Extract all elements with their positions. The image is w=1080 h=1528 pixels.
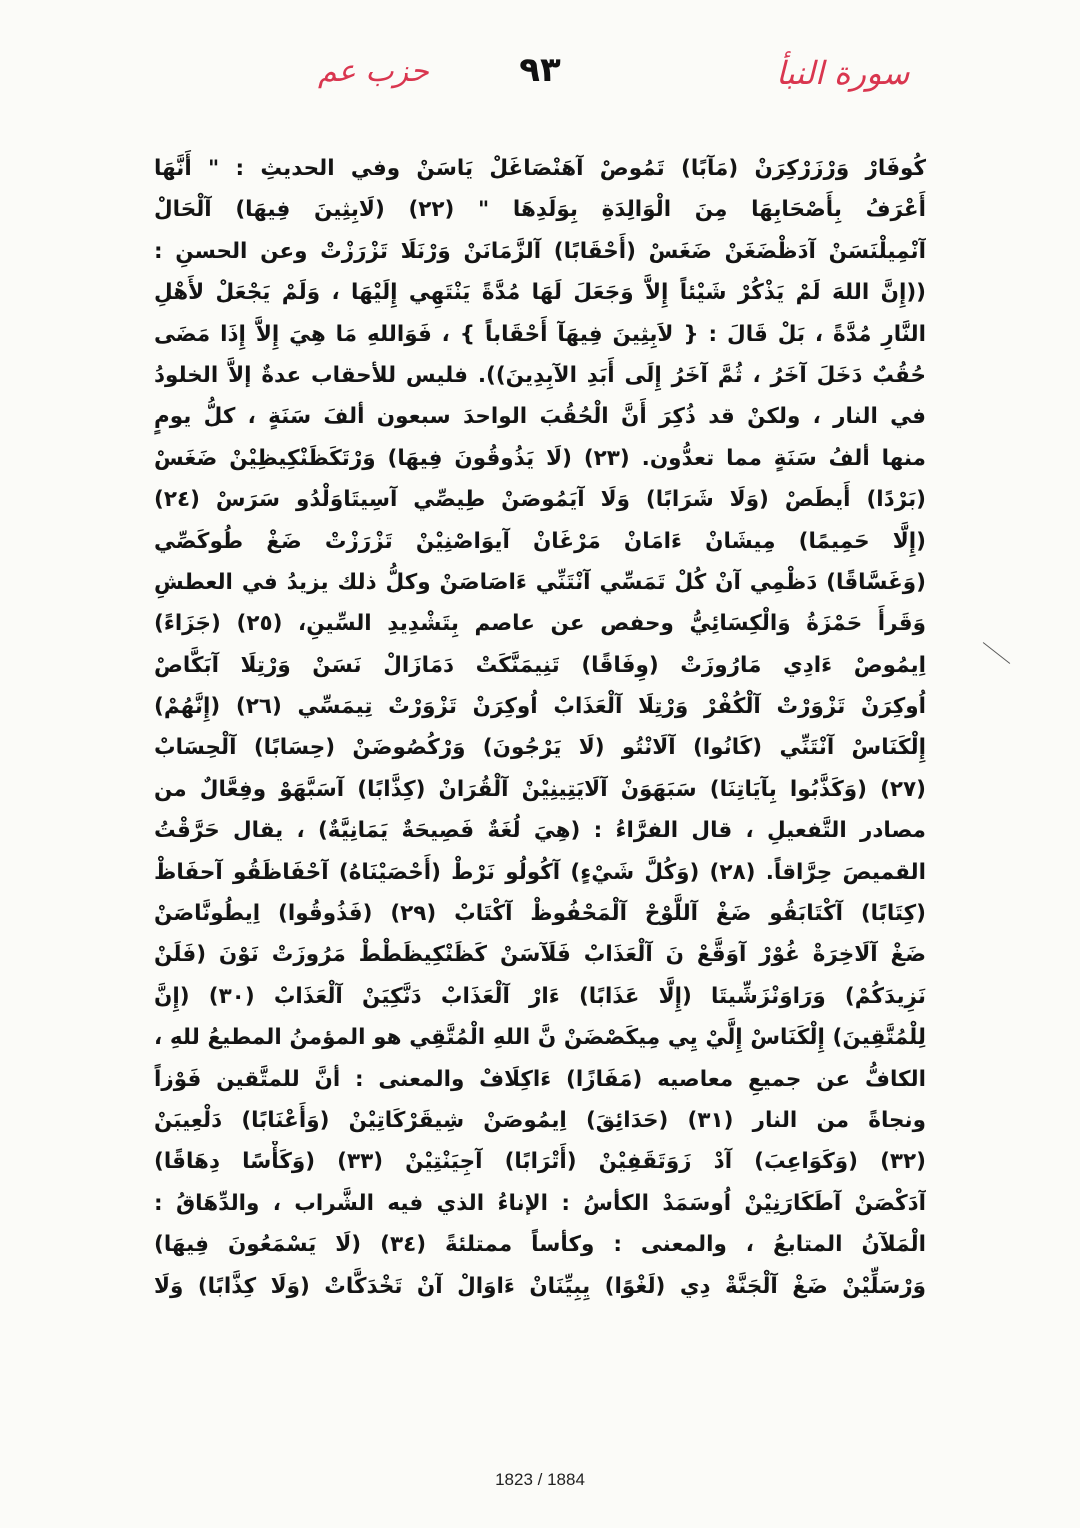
text-line: الكافُّ عن جميعِ معاصيه (مَفَازًا) ءَاكِلَافْ والمعنى : أنَّ للمتَّقين فَوْزاً — [154, 1066, 926, 1092]
text-line: (بَرْدًا) أَيطَصْ (وَلَا شَرَابًا) وَلَا آيَمُوصَنْ طِيصِّي آسِيتَاوَلْدُو سَرَسْ (٢٤) — [154, 487, 926, 513]
text-line: في النار ، ولكنْ قد ذُكِرَ أَنَّ الْحُقُبَ الواحدَ سبعون ألفَ سَنَةٍ ، كلُّ يومٍ — [154, 404, 926, 430]
body-text — [154, 148, 926, 1307]
text-line: اُوكِرَنْ تَزْوَرْتْ آلْكُفْرْ وَرْتِلَا آلْعَذَابْ اُوكِرَنْ تَزْوَرْتْ تِيمَسِّي (٢٦) (إِنَّهُمْ) — [154, 694, 926, 720]
text-line: لِلْمُتَّقِينَ) إِلْكَنَاسْ إِلَّيْ يِي مِيكَصْضَنْ نَّ اللهِ الْمُتَّقِي هو المؤمنُ المطيعُ للهِ ، — [154, 1025, 926, 1051]
text-line: وَرْسَلِّيْنْ ضَغْ آلْجَنَّةْ دِي (لَغْوًا) يِبِيِّنَانْ ءَاوَالْ آنْ تَخْدَكَّاتْ (وَلَا كِذَّابًا) وَلَا — [154, 1273, 926, 1299]
text-line: (٣٢) (وَكَوَاعِبَ) آدْ زَوَتَقَفِيْنْ (أَتْرَابًا) آجِيَنْتِيْنْ (٣٣) (وَكَأْسًا دِهَاقًا) — [154, 1149, 926, 1175]
text-line: القميصَ حِرَّاقاً. (٢٨) (وَكُلَّ شَيْءٍ) آكُولُو نَرْطْ (أَحْصَيْنَاهُ) آحْفَاظَقُو آحفَاظْ — [154, 859, 926, 885]
text-line: أَعْرَفُ بِأَصْحَابِهَا مِنَ الْوَالِدَةِ بِوَلَدِهَا " (٢٢) (لَابِثِينَ فِيهَا) آلْحَالْ — [154, 197, 926, 223]
text-line: اِيمُوصْ ءَادِي مَارُوزَتْ (وِفَاقًا) تَنِيمَنَّكَتْ دَمَازَالْ نَسَنْ وَرْتِلَا آبَكَّاصْ — [154, 652, 926, 678]
text-line: آدَكْصَنْ آطَكَارَنِيْنْ اُوسَمَدْ الكأسُ : الإناءُ الذي فيه الشَّراب ، والدِّهَاقُ : — [154, 1190, 926, 1216]
text-line: (إِلَّا حَمِيمًا) مِيشَانْ ءَامَانْ مَرْغَانْ آيوَاصْنِيْنْ تَزْرَزْتْ ضَغْ طُوكَصِّي — [154, 528, 926, 554]
text-line: نَزِيدَكُمْ) وَرَاوَنْزَشِّيتَا (إِلَّا عَذَابًا) ءَارْ آلْعَذَابْ دَنَّكِيَنْ آلْعَذَابْ (٣٠) (إِنَّ — [154, 983, 926, 1009]
text-line: النَّارِ مُدَّةً ، بَلْ قَالَ : { لاَبِثِينَ فِيهَآ أَحْقَاباً } ، فَوَاللهِ مَا هِيَ إِلاَّ إِذَا مَضَى — [154, 321, 926, 347]
text-line: إِلْكَنَاسْ آنْتَنِّي (كَانُوا) آلَانْتُو (لَا يَرْجُونَ) وَرْكُصُوضَنْ (حِسَابًا) آلْحِسَابْ — [154, 735, 926, 761]
surah-note: سورة النبأ — [776, 54, 910, 92]
margin-pen-mark — [983, 642, 1010, 664]
text-line: (وَغَسَّاقًا) دَظْمِي آنْ كُلْ تَمَسِّي آنْتَنِّي ءَاصَاصَنْ وكلُّ ذلك يزيدُ في العطشِ — [154, 569, 926, 595]
page-number: ٩٣ — [519, 50, 561, 90]
page-counter: 1823 / 1884 — [495, 1470, 585, 1489]
text-line: ((إِنَّ اللهَ لَمْ يَذْكُرْ شَيْئاً إِلاَّ وَجَعَلَ لَهَا مُدَّةً يَنْتَهِي إِلَيْهَا ، وَلَمْ يَجْعَلْ لأَهْلِ — [154, 280, 926, 306]
text-line: حُقُبٌ دَخَلَ آخَرُ ، ثُمَّ آخَرُ إِلَى أَبَدِ الآبِدِينَ)). فليس للأحقاب عدةٌ إلاَّ الخلودُ — [154, 362, 926, 388]
text-line: (كِتَابًا) آكْتَابَقُو ضَغْ آللَّوْحْ آلْمَحْفُوظْ آكْتَابْ (٢٩) (فَذُوقُوا) اِيطُونَّاصَنْ — [154, 901, 926, 927]
hizb-note: حزب عم — [318, 54, 429, 89]
text-line: ضَغْ آلَاخِرَةْ غُوْرْ آوَقَّعْ نَ آلْعَذَابْ فَلَآسَنْ كَظَنْكِيظَطْطْ مَرُوزَتْ نَوْنَ (فَلَنْ — [154, 942, 926, 968]
text-line: كُوفَارْ وَرْزَرْكِرَنْ (مَآبًا) تَمُوصْ آهَنْصَاغَلْ يَاسَنْ وفي الحديثِ : " أَنَّهَا — [154, 156, 926, 181]
text-line: (٢٧) (وَكَذَّبُوا بِآيَاتِنَا) سَبَهَوَنْ آلَايَتِينِيْنْ آلْقُرَانْ (كِذَّابًا) آسَبَّهَوْ وفِعَّالٌ من — [154, 776, 926, 802]
text-line: ونجاةً من النار (٣١) (حَدَائِقَ) اِيمُوصَنْ شِيقَرْكَاتِيْنْ (وَأَعْنَابًا) دَلْعِيبَنْ — [154, 1107, 926, 1133]
text-line: آنْمِيلْنَسَنْ آدَظْضَغَنْ ضَغَسْ (أَحْقَابًا) آلزَّمَانَنْ وَرْنَلَا تَزْرَزْتْ وعن الحسنِ : — [154, 238, 926, 264]
text-line: الْمَلآنُ المتابعُ ، والمعنى : وكأساً ممتلئةً (٣٤) (لَا يَسْمَعُونَ فِيهَا) — [154, 1232, 926, 1258]
text-line: منها ألفُ سَنَةٍ مما تعدُّون. (٢٣) (لَا يَذُوقُونَ فِيهَا) وَرْتَكَظَنْكِيظِيْنْ ضَغَسْ — [154, 445, 926, 471]
text-line: وَقَرأَ حَمْزَةُ وَالْكِسَائِيُّ وحفص عن عاصم بِتَشْدِيدِ السِّينِ، (٢٥) (جَزَاءً) — [154, 611, 926, 637]
text-line: مصادر التَّفعيلِ ، قال الفرَّاءُ : (هِيَ لُغَةٌ فَصِيحَةٌ يَمَانِيَّةٌ) ، يقال حَرَّقْتُ — [154, 818, 926, 844]
